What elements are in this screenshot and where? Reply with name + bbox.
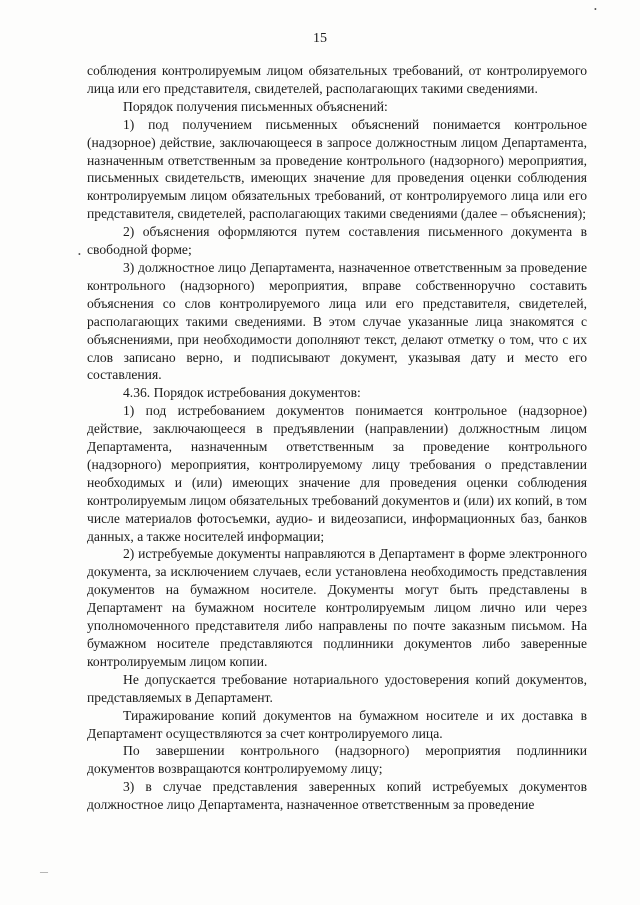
paragraph-explanations-procedure: Порядок получения письменных объяснений: [123,98,388,114]
paragraph-documents-item-2: 2) истребуемые документы направляются в Департамент в форме электронного документа, за исключением случаев, если установлена необходимость представления документов на бумажном носителе. Документы могут быть представлены в Департамент на бумажном носителе контролируемым лицом лично или через уполномоченного представителя либо направлены по почте заказным письмом. На бумажном носителе представляются подлинники документов либо заверенные контролируемым лицом копии. [87,546,587,669]
paragraph-explanations-item-2: 2) объяснения оформляются путем составления письменного документа в свободной форме; [87,224,587,258]
paragraph-explanations-item-3: 3) должностное лицо Департамента, назначенное ответственным за проведение контрольного (надзорного) мероприятия, вправе собственноручно составить объяснения со слов контролируемого лица или его представителя, свидетелей, располагающих такими сведениями. В этом случае указанные лица знакомятся с объяснениями, при необходимости дополняют текст, делают отметку о том, что с их слов записано верно, и подписывают документ, указывая дату и место его составления. [87,259,587,383]
paragraph-copy-costs: Тиражирование копий документов на бумажном носителе и их доставка в Департамент осуществляются за счет контролируемого лица. [87,707,587,741]
paragraph-notarization: Не допускается требование нотариального удостоверения копий документов, представляемых в Департамент. [87,671,587,705]
document-body [87,62,587,814]
paragraph-explanations-item-1: 1) под получением письменных объяснений понимается контрольное (надзорное) действие, заключающееся в запросе должностным лицом Департамента, назначенным ответственным за проведение контрольного (надзорного) мероприятия, письменных свидетельств, имеющих значение для проведения оценки соблюдения контролируемым лицом обязательных требований, от контролируемого лица или его представителя, свидетелей, располагающих такими сведениями (далее – объяснения); [87,116,587,222]
scan-speck: — [40,867,48,876]
paragraph-continuation: соблюдения контролируемым лицом обязательных требований, от контролируемого лица или его представителя, свидетелей, располагающих такими сведениями. [87,63,587,96]
paragraph-documents-item-3: 3) в случае представления заверенных копий истребуемых документов должностное лицо Департамента, назначенное ответственным за проведение [87,779,587,813]
page-number: 15 [313,31,327,46]
paragraph-documents-item-1: 1) под истребованием документов понимается контрольное (надзорное) действие, заключающееся в предъявлении (направлении) должностным лицом Департамента, назначенным ответственным за проведение контрольного (надзорного) мероприятия, контролируемому лицу требования о представлении необходимых и (или) имеющих значение для проведения оценки соблюдения контролируемым лицом обязательных требований документов и (или) их копий, в том числе материалов фотосъемки, аудио- и видеозаписи, информационных баз, банков данных, а также носителей информации; [87,403,587,544]
scan-speck: • [78,250,81,259]
paragraph-section-4-36: 4.36. Порядок истребования документов: [123,385,361,401]
paragraph-originals-return: По завершении контрольного (надзорного) мероприятия подлинники документов возвращаются контролируемому лицу; [87,743,587,777]
scan-speck: • [594,5,597,14]
